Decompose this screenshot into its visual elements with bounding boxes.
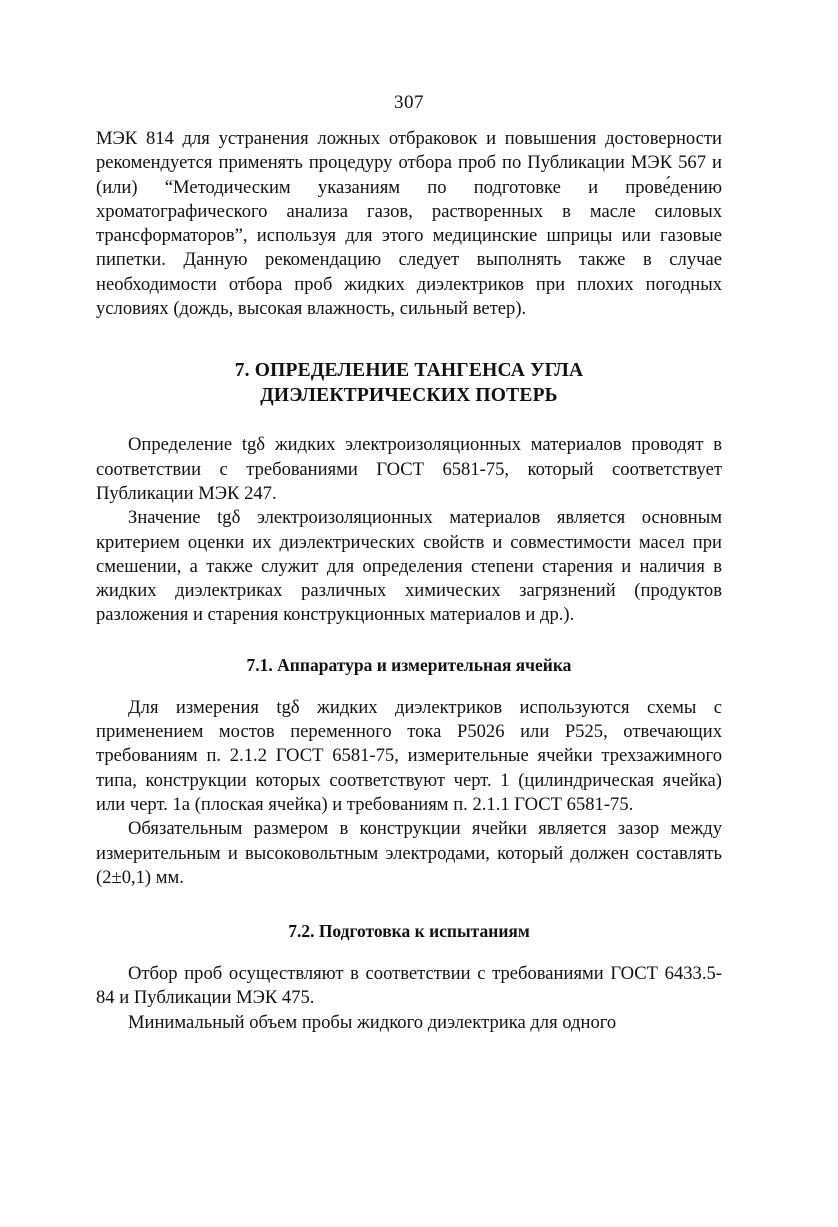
section-7-title-line-1: 7. ОПРЕДЕЛЕНИЕ ТАНГЕНСА УГЛА bbox=[234, 360, 584, 382]
section-7-1-paragraph-2: Обязательным размером в конструкции ячейки является зазор между измерительным и высоковольтным электродами, который должен составлять (2±0,1) мм. bbox=[96, 818, 722, 888]
section-7-paragraph-2: Значение tgδ электроизоляционных материалов является основным критерием оценки их диэлектрических свойств и совместимости масел при смешении, а также служит для определения степени старения и наличия в жидких диэлектриках различных химических загрязнений (продуктов разложения и старения конструкционных материалов и др.). bbox=[96, 507, 722, 626]
section-7-2-paragraph-1: Отбор проб осуществляют в соответствии с требованиями ГОСТ 6433.5-84 и Публикации МЭК 475. bbox=[96, 963, 722, 1009]
page-number: 307 bbox=[394, 92, 424, 113]
section-7-title-line-2: ДИЭЛЕКТРИЧЕСКИХ ПОТЕРЬ bbox=[260, 385, 558, 407]
section-7-1-title: 7.1. Аппаратура и измерительная ячейка bbox=[246, 654, 572, 675]
section-7-paragraph-1: Определение tgδ жидких электроизоляционных материалов проводят в соответствии с требованиями ГОСТ 6581-75, который соответствует Публикации МЭК 247. bbox=[96, 434, 722, 504]
section-7-2-title: 7.2. Подготовка к испытаниям bbox=[288, 921, 530, 942]
section-7-title bbox=[96, 358, 722, 408]
section-7-1-paragraph-1: Для измерения tgδ жидких диэлектриков используются схемы с применением мостов переменного тока Р5026 или Р525, отвечающих требованиям п. 2.1.2 ГОСТ 6581-75, измерительные ячейки трехзажимного типа, конструкции которых соответствуют черт. 1 (цилиндрическая ячейка) или черт. 1а (плоская ячейка) и требованиям п. 2.1.1 ГОСТ 6581-75. bbox=[96, 696, 722, 815]
intro-paragraph: МЭК 814 для устранения ложных отбраковок и повышения достоверности рекомендуется применять процедуру отбора проб по Публикации МЭК 567 и (или) “Методическим указаниям по подготовке и прове́дению хроматографического анализа газов, растворенных в масле силовых трансформаторов”, используя для этого медицинские шприцы или газовые пипетки. Данную рекомендацию следует выполнять также в случае необходимости отбора проб жидких диэлектриков при плохих погодных условиях (дождь, высокая влажность, сильный ветер). bbox=[96, 128, 722, 320]
section-7-2-paragraph-2: Минимальный объем пробы жидкого диэлектрика для одного bbox=[128, 1011, 617, 1033]
document-page bbox=[96, 92, 722, 1035]
